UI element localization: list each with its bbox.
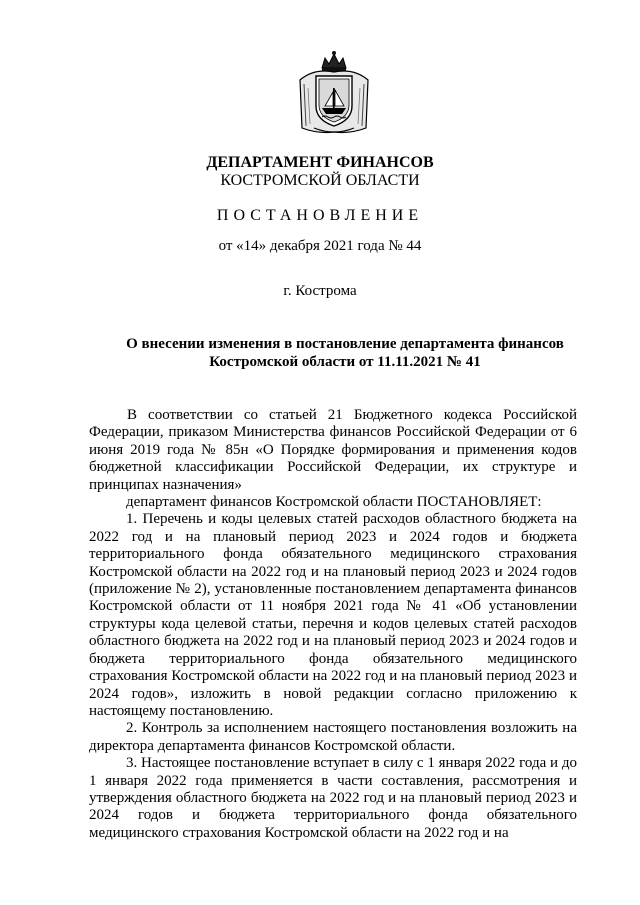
document-city: г. Кострома [283,283,357,299]
document-date-number: от «14» декабря 2021 года № 44 [218,238,422,254]
department-region: КОСТРОМСКОЙ ОБЛАСТИ [220,172,420,189]
item-3-paragraph: 3. Настоящее постановление вступает в силу с 1 января 2022 года и до 1 января 2022 года применяется в части составления, рассмотрения и утверждения областного бюджета на 2022 год и на плановый период 2023 и 2024 годов и бюджета территориального фонда обязательного медицинского страхования Костромской области на 2022 год и на [89,755,577,841]
coat-of-arms-icon [292,50,376,136]
document-type: ПОСТАНОВЛЕНИЕ [216,207,424,224]
document-body [89,407,577,842]
department-name: ДЕПАРТАМЕНТ ФИНАНСОВ [206,154,434,171]
item-2-paragraph: 2. Контроль за исполнением настоящего постановления возложить на директора департамента финансов Костромской области. [89,720,577,754]
item-1-paragraph: 1. Перечень и коды целевых статей расходов областного бюджета на 2022 год и на плановый период 2023 и 2024 годов и бюджета территориального фонда обязательного медицинского страхования Костромской области на 2022 год и на плановый период 2023 и 2024 годов (приложение № 2), установленные постановлением департамента финансов Костромской области от 11 ноября 2021 года № 41 «Об установлении структуры кода целевой статьи, перечня и кодов целевых статей расходов областного бюджета на 2022 год и на плановый период 2023 и 2024 годов и бюджета территориального фонда обязательного медицинского страхования Костромской области на 2022 год и на плановый период 2023 и 2024 годов», изложить в новой редакции согласно приложению к настоящему постановлению. [89,511,577,719]
title-line-1: О внесении изменения в постановление департамента финансов [126,336,564,352]
intro-paragraph: В соответствии со статьей 21 Бюджетного кодекса Российской Федерации, приказом Министерства финансов Российской Федерации от 6 июня 2019 года № 85н «О Порядке формирования и применения кодов бюджетной классификации Российской Федерации, их структуре и принципах назначения» [89,407,577,493]
title-line-2: Костромской области от 11.11.2021 № 41 [209,354,481,370]
resolves-paragraph: департамент финансов Костромской области ПОСТАНОВЛЯЕТ: [126,494,542,511]
document-title [110,335,580,371]
